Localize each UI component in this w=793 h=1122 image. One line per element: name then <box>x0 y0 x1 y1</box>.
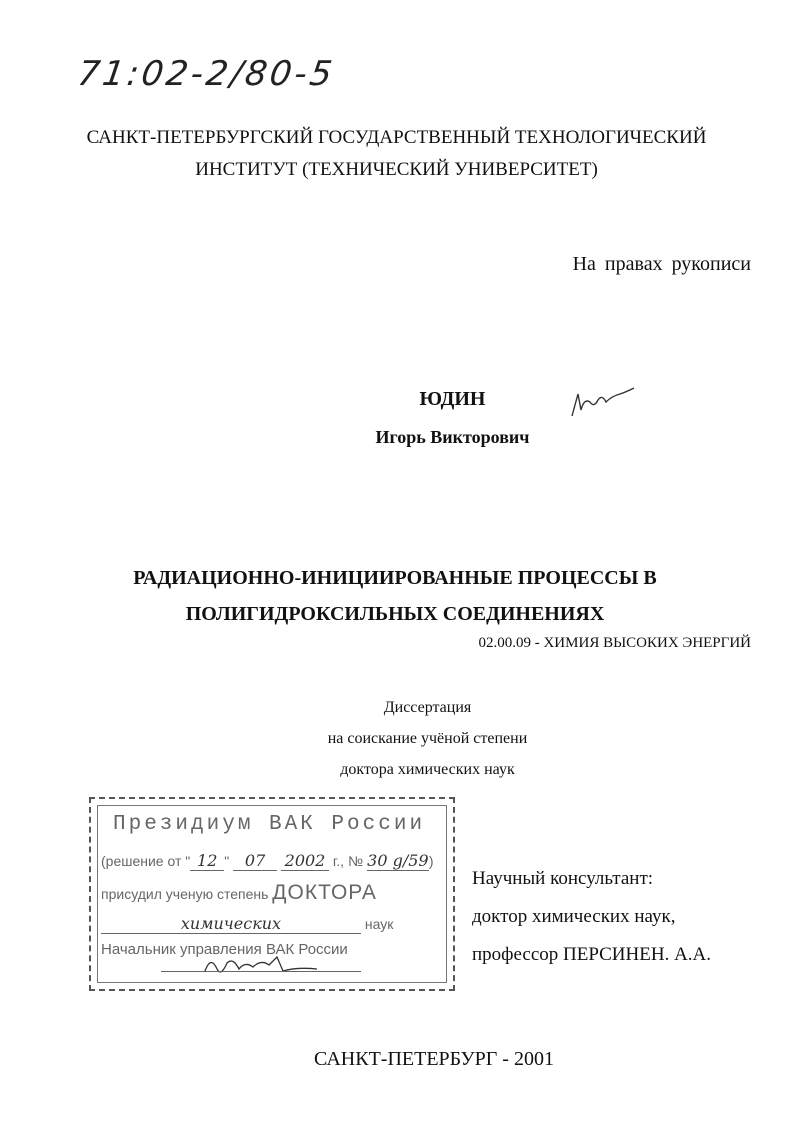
stamp-chief-label: Начальник управления ВАК России <box>101 941 348 958</box>
stamp-field-suffix: наук <box>364 916 394 932</box>
stamp-decision-year: 2002 <box>281 851 329 871</box>
stamp-title: Президиум ВАК России <box>113 813 426 836</box>
stamp-decision-number: 30 g/59 <box>367 851 429 870</box>
stamp-signature-line <box>161 971 361 972</box>
stamp-awarded-line <box>101 881 377 905</box>
consultant-label: Научный консультант: <box>472 868 654 889</box>
stamp-field-handwritten: химических <box>101 914 361 934</box>
description-line-2: на соискание учёной степени <box>327 730 528 747</box>
stamp-decision-month: 07 <box>233 851 277 871</box>
stamp-decision-line: (решение от " 12 " 07 2002 г., № 30 g/59) <box>101 851 434 870</box>
author-surname: ЮДИН <box>419 388 486 410</box>
stamp-awarded-text: присудил ученую степень <box>101 886 269 902</box>
description-line-1: Диссертация <box>383 699 472 716</box>
title-line-1: РАДИАЦИОННО-ИНИЦИИРОВАННЫЕ ПРОЦЕССЫ В <box>133 567 657 589</box>
dissertation-title <box>0 560 790 632</box>
consultant-degree: доктор химических наук, <box>472 906 676 927</box>
stamp-signature-icon <box>201 949 321 979</box>
stamp-decision-prefix: (решение от " <box>101 853 191 869</box>
consultant-name: профессор ПЕРСИНЕН. А.А. <box>472 944 712 965</box>
institution-line-1: САНКТ-ПЕТЕРБУРГСКИЙ ГОСУДАРСТВЕННЫЙ ТЕХНОЛОГИЧЕСКИЙ <box>86 127 707 148</box>
specialty-code: 02.00.09 - ХИМИЯ ВЫСОКИХ ЭНЕРГИЙ <box>478 635 751 651</box>
city-year: САНКТ-ПЕТЕРБУРГ - 2001 <box>314 1048 554 1070</box>
scientific-consultant <box>472 860 711 974</box>
author-given-name: Игорь Викторович <box>375 427 530 447</box>
stamp-decision-day: 12 <box>190 851 224 871</box>
institution-line-2: ИНСТИТУТ (ТЕХНИЧЕСКИЙ УНИВЕРСИТЕТ) <box>195 159 598 180</box>
institution-name <box>0 122 793 186</box>
stamp-year-suffix: г., № <box>329 853 363 869</box>
title-line-2: ПОЛИГИДРОКСИЛЬНЫХ СОЕДИНЕНИЯХ <box>185 603 605 625</box>
author-signature-icon <box>568 380 638 420</box>
manuscript-note: На правах рукописи <box>572 253 751 275</box>
stamp-degree: ДОКТОРА <box>272 881 377 904</box>
stamp-decision-close: ) <box>428 853 434 869</box>
vak-stamp <box>89 797 455 991</box>
stamp-field-line <box>101 914 441 934</box>
archive-number: 71:02-2/80-5 <box>75 54 338 94</box>
dissertation-description <box>0 692 793 785</box>
description-line-3: доктора химических наук <box>340 761 515 778</box>
